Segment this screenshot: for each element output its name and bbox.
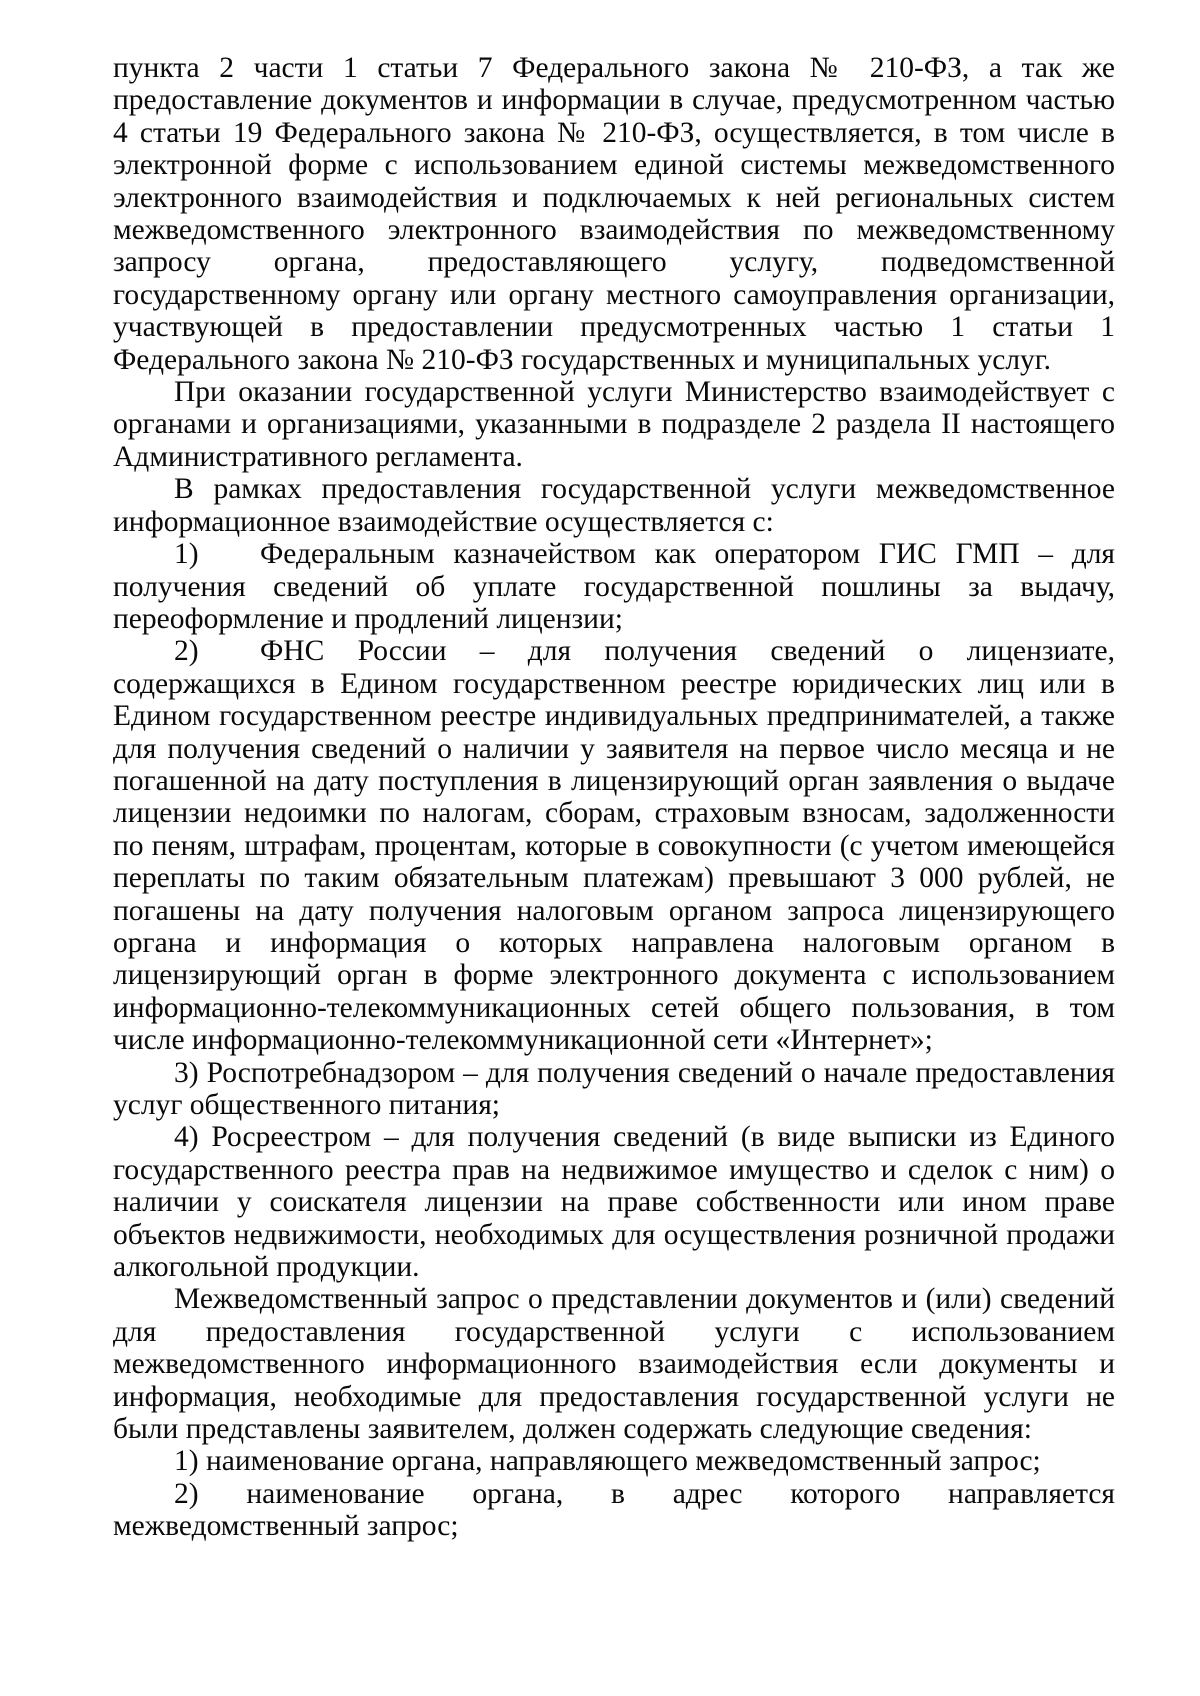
list-item-number: 1) [174,538,199,571]
paragraph-interaction-intro [113,473,1115,538]
paragraph-text: 3) Роспотребнадзором – для получения сведений о начале предоставления услуг общественного питания; [113,1056,1115,1121]
list-item-fns [113,635,1115,1056]
paragraph-legal-basis [113,52,1115,376]
list-item-sender-name [113,1445,1115,1477]
list-item-recipient-name [113,1478,1115,1543]
paragraph-text: 2) наименование органа, в адрес которого направляется межведомственный запрос; [113,1477,1115,1543]
paragraph-text: 1) наименование органа, направляющего межведомственный запрос; [174,1445,1041,1478]
document-page [113,52,1115,1543]
paragraph-text: пункта 2 части 1 статьи 7 Федерального закона № 210-ФЗ, а так же предоставление документов и информации в случае, предусмотренном частью 4 статьи 19 Федерального закона № 210-ФЗ, осуществляется, в том числе в электронной форме с использованием единой системы межведомственного электронного взаимодействия и подключаемых к ней региональных систем межведомственного электронного взаимодействия по межведомственному запросу органа, предоставляющего услугу, подведомственной государственному органу или органу местного самоуправления организации, участвующей в предоставлении предусмотренных частью 1 статьи 1 Федерального закона № 210-ФЗ государственных и муниципальных услуг. [113,52,1115,376]
paragraph-text: При оказании государственной услуги Министерство взаимодействует с органами и организациями, указанными в подразделе 2 раздела II настоящего Административного регламента. [113,376,1115,473]
list-item-number: 2) [174,635,199,668]
list-item-treasury [113,538,1115,635]
paragraph-text: Федеральным казначейством как оператором ГИС ГМП – для получения сведений об уплате государственной пошлины за выдачу, переоформление и продлений лицензии; [113,538,1115,635]
paragraph-request-contents [113,1283,1115,1445]
paragraph-text: ФНС России – для получения сведений о лицензиате, содержащихся в Едином государственном реестре юридических лиц или в Едином государственном реестре индивидуальных предпринимателей, а также для получения сведений о наличии у заявителя на первое число месяца и не погашенной на дату поступления в лицензирующий орган заявления о выдаче лицензии недоимки по налогам, сборам, страховым взносам, задолженности по пеням, штрафам, процентам, которые в совокупности (с учетом имеющейся переплаты по таким обязательным платежам) превышают 3 000 рублей, не погашены на дату получения налоговым органом запроса лицензирующего органа и информация о которых направлена налоговым органом в лицензирующий орган в форме электронного документа с использованием информационно-телекоммуникационных сетей общего пользования, в том числе информационно-телекоммуникационной сети «Интернет»; [113,635,1115,1057]
list-item-rospotrebnadzor [113,1057,1115,1122]
list-item-rosreestr [113,1121,1115,1283]
paragraph-ministry-interaction [113,376,1115,473]
paragraph-text: Межведомственный запрос о представлении документов и (или) сведений для предоставления государственной услуги с использованием межведомственного информационного взаимодействия если документы и информация, необходимые для предоставления государственной услуги не были представлены заявителем, должен содержать следующие сведения: [113,1283,1115,1446]
paragraph-text: В рамках предоставления государственной услуги межведомственное информационное взаимодействие осуществляется с: [113,473,1115,538]
paragraph-text: 4) Росреестром – для получения сведений (в виде выписки из Единого государственного реестра прав на недвижимое имущество и сделок с ним) о наличии у соискателя лицензии на праве собственности или ином праве объектов недвижимости, необходимых для осуществления розничной продажи алкогольной продукции. [113,1121,1115,1284]
